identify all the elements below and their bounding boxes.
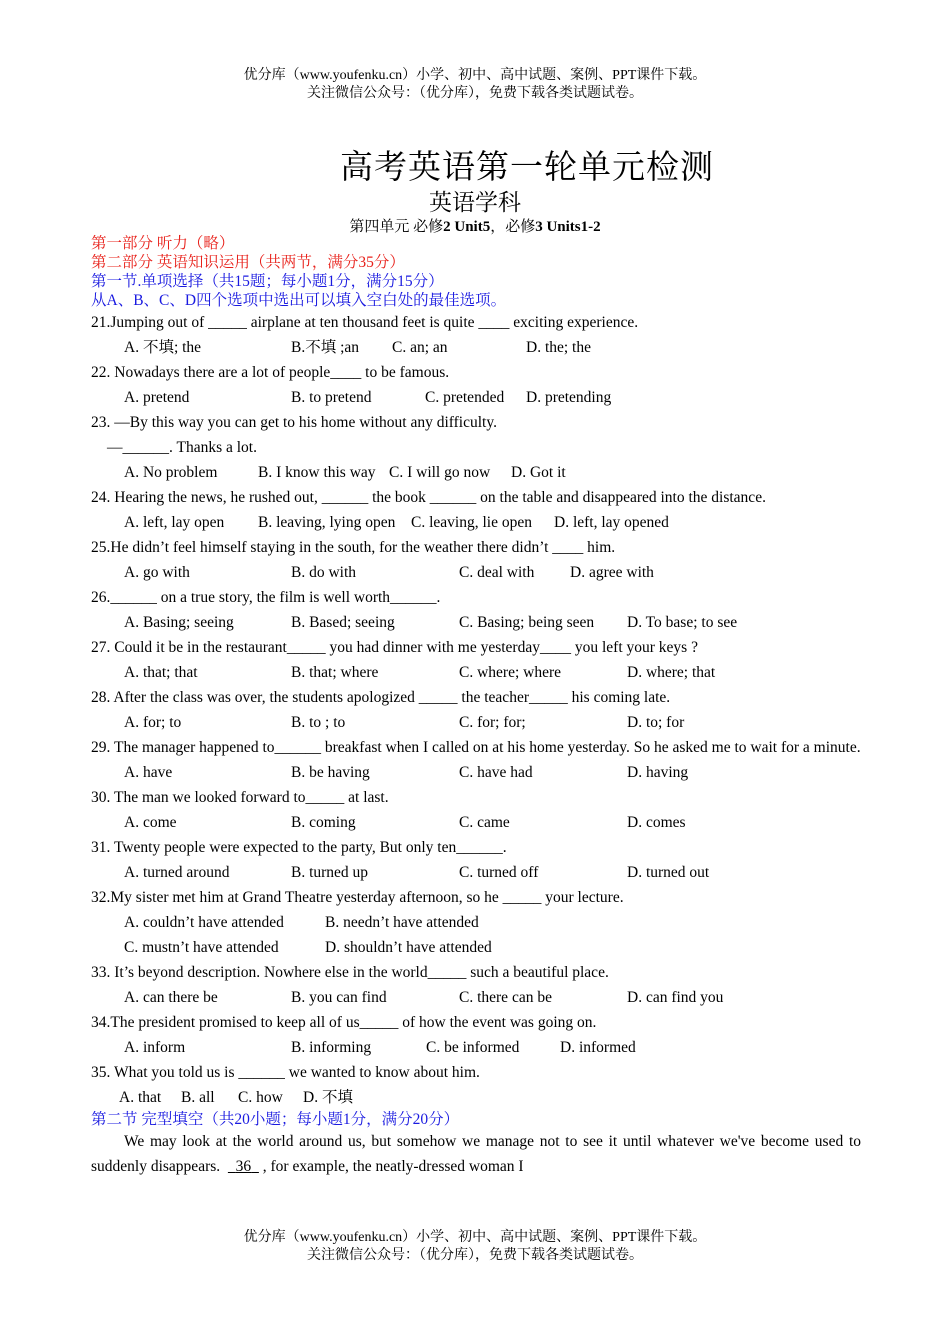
option-c: C. mustn’t have attended bbox=[124, 939, 279, 956]
option-a: A. pretend bbox=[124, 389, 190, 406]
option-c: C. have had bbox=[459, 764, 533, 781]
option-c: C. deal with bbox=[459, 564, 535, 581]
question-stem: 33. It’s beyond description. Nowhere else in the world_____ such a beautiful place. bbox=[91, 964, 609, 981]
option-a: A. left, lay open bbox=[124, 514, 225, 531]
option-d: D. informed bbox=[560, 1039, 636, 1056]
question-options bbox=[91, 510, 861, 535]
option-a: A. turned around bbox=[124, 864, 230, 881]
option-a: A. that; that bbox=[124, 664, 198, 681]
footer-line-2: 关注微信公众号：（优分库），免费下载各类试题试卷。 bbox=[307, 1248, 643, 1263]
page-title: 高考英语第一轮单元检测 bbox=[340, 150, 714, 186]
exam-content bbox=[91, 234, 861, 1179]
option-d: D. agree with bbox=[570, 564, 654, 581]
question-stem-reply: —______. Thanks a lot. bbox=[107, 439, 257, 456]
option-a: A. can there be bbox=[124, 989, 218, 1006]
option-c: C. leaving, lie open bbox=[411, 514, 532, 531]
option-a: A. have bbox=[124, 764, 173, 781]
cloze-passage bbox=[91, 1129, 861, 1179]
option-a: A. that bbox=[119, 1089, 162, 1106]
question-options bbox=[91, 910, 861, 935]
option-c: C. there can be bbox=[459, 989, 552, 1006]
option-d: D. Got it bbox=[511, 464, 566, 481]
header-line-2: 关注微信公众号：（优分库），免费下载各类试题试卷。 bbox=[307, 86, 643, 101]
subject-title: 英语学科 bbox=[429, 190, 521, 215]
option-b: B. leaving, lying open bbox=[258, 514, 396, 531]
blank-number: 36 bbox=[235, 1158, 252, 1175]
page-footer bbox=[0, 1229, 950, 1265]
question-options bbox=[91, 860, 861, 885]
option-b: B. coming bbox=[291, 814, 356, 831]
option-b: B. that; where bbox=[291, 664, 379, 681]
question-stem: 25.He didn’t feel himself staying in the south, for the weather there didn’t ____ him. bbox=[91, 539, 616, 556]
unit-prefix: 第四单元 必修 bbox=[349, 219, 444, 235]
option-b: B. needn’t have attended bbox=[325, 914, 479, 931]
option-b: B. to pretend bbox=[291, 389, 372, 406]
question-stem: 21.Jumping out of _____ airplane at ten thousand feet is quite ____ exciting experience. bbox=[91, 314, 639, 331]
question-stem: 30. The man we looked forward to_____ at last. bbox=[91, 789, 389, 806]
option-b: B. to ; to bbox=[291, 714, 346, 731]
option-d: D. To base; to see bbox=[627, 614, 738, 631]
footer-line-1: 优分库（www.youfenku.cn）小学、初中、高中试题、案例、PPT课件下载。 bbox=[243, 1230, 707, 1245]
option-c: C. be informed bbox=[426, 1039, 520, 1056]
question-options bbox=[91, 985, 861, 1010]
question-stem: 27. Could it be in the restaurant_____ you had dinner with me yesterday____ you left your keys ? bbox=[91, 639, 698, 656]
question-stem: 35. What you told us is ______ we wanted to know about him. bbox=[91, 1064, 480, 1081]
section1-heading: 第一节.单项选择（共15题；每小题1分，满分15分） bbox=[91, 273, 444, 290]
option-b: B. informing bbox=[291, 1039, 372, 1056]
option-d: D. where; that bbox=[627, 664, 716, 681]
option-b: B. I know this way bbox=[258, 464, 376, 481]
option-b: B. Based; seeing bbox=[291, 614, 395, 631]
option-a: A. come bbox=[124, 814, 177, 831]
question-stem: 26.______ on a true story, the film is well worth______. bbox=[91, 589, 441, 606]
option-a: A. go with bbox=[124, 564, 190, 581]
unit-bold-1: 2 Unit5 bbox=[443, 219, 491, 235]
option-d: D. 不填 bbox=[303, 1089, 353, 1106]
passage-text-2: , for example, the neatly-dressed woman I bbox=[262, 1158, 524, 1175]
question-options bbox=[91, 560, 861, 585]
question-stem: 22. Nowadays there are a lot of people____ to be famous. bbox=[91, 364, 450, 381]
option-d: D. comes bbox=[627, 814, 686, 831]
unit-mid: ，必修 bbox=[490, 219, 536, 235]
option-a: A. No problem bbox=[124, 464, 218, 481]
option-b: B. you can find bbox=[291, 989, 387, 1006]
option-d: D. having bbox=[627, 764, 689, 781]
question-options bbox=[91, 610, 861, 635]
option-d: D. left, lay opened bbox=[554, 514, 669, 531]
question-options bbox=[91, 1035, 861, 1060]
option-c: C. an; an bbox=[392, 339, 448, 356]
option-c: C. where; where bbox=[459, 664, 561, 681]
page-header bbox=[0, 67, 950, 103]
option-b: B. turned up bbox=[291, 864, 369, 881]
option-b: B. do with bbox=[291, 564, 357, 581]
option-a: A. for; to bbox=[124, 714, 182, 731]
part2-heading: 第二部分 英语知识运用（共两节，满分35分） bbox=[91, 254, 405, 271]
question-options bbox=[91, 710, 861, 735]
option-d: D. to; for bbox=[627, 714, 685, 731]
question-options bbox=[91, 810, 861, 835]
option-b: B.不填 ;an bbox=[291, 339, 360, 356]
question-options bbox=[91, 385, 861, 410]
question-stem: 29. The manager happened to______ breakfast when I called on at his home yesterday. So he asked me to wait for a minute. bbox=[91, 739, 861, 756]
option-c: C. Basing; being seen bbox=[459, 614, 595, 631]
question-stem: 32.My sister met him at Grand Theatre yesterday afternoon, so he _____ your lecture. bbox=[91, 889, 624, 906]
option-b: B. all bbox=[181, 1089, 215, 1106]
option-d: D. turned out bbox=[627, 864, 710, 881]
option-c: C. how bbox=[238, 1089, 283, 1106]
question-options bbox=[91, 935, 861, 960]
question-options bbox=[91, 460, 861, 485]
part1-heading: 第一部分 听力（略） bbox=[91, 235, 235, 252]
header-line-1: 优分库（www.youfenku.cn）小学、初中、高中试题、案例、PPT课件下载。 bbox=[243, 68, 707, 83]
passage-text-1: We may look at the world around us, but somehow we manage not to see it until whatever we've become used to suddenly disappears. bbox=[91, 1133, 861, 1175]
option-c: C. came bbox=[459, 814, 510, 831]
option-d: D. the; the bbox=[526, 339, 591, 356]
option-d: D. can find you bbox=[627, 989, 724, 1006]
question-stem: 34.The president promised to keep all of us_____ of how the event was going on. bbox=[91, 1014, 597, 1031]
question-stem: 23. —By this way you can get to his home without any difficulty. bbox=[91, 414, 497, 431]
question-stem: 28. After the class was over, the students apologized _____ the teacher_____ his coming late. bbox=[91, 689, 671, 706]
option-c: C. for; for; bbox=[459, 714, 526, 731]
section1-instruction: 从A、B、C、D四个选项中选出可以填入空白处的最佳选项。 bbox=[91, 292, 507, 309]
option-c: C. I will go now bbox=[389, 464, 491, 481]
question-options bbox=[91, 760, 861, 785]
section2-heading: 第二节 完型填空（共20小题；每小题1分，满分20分） bbox=[91, 1111, 460, 1128]
option-b: B. be having bbox=[291, 764, 370, 781]
option-a: A. 不填; the bbox=[124, 339, 202, 356]
option-a: A. Basing; seeing bbox=[124, 614, 234, 631]
option-d: D. shouldn’t have attended bbox=[325, 939, 492, 956]
question-options bbox=[91, 1085, 861, 1110]
unit-bold-2: 3 Units1-2 bbox=[535, 219, 601, 235]
passage-blank-36 bbox=[228, 1158, 259, 1175]
option-a: A. inform bbox=[124, 1039, 186, 1056]
question-options bbox=[91, 335, 861, 360]
question-stem: 24. Hearing the news, he rushed out, ______ the book ______ on the table and disappeared into the distance. bbox=[91, 489, 766, 506]
question-stem: 31. Twenty people were expected to the party, But only ten______. bbox=[91, 839, 507, 856]
option-c: C. pretended bbox=[425, 389, 505, 406]
option-a: A. couldn’t have attended bbox=[124, 914, 284, 931]
option-c: C. turned off bbox=[459, 864, 539, 881]
question-options bbox=[91, 660, 861, 685]
option-d: D. pretending bbox=[526, 389, 612, 406]
